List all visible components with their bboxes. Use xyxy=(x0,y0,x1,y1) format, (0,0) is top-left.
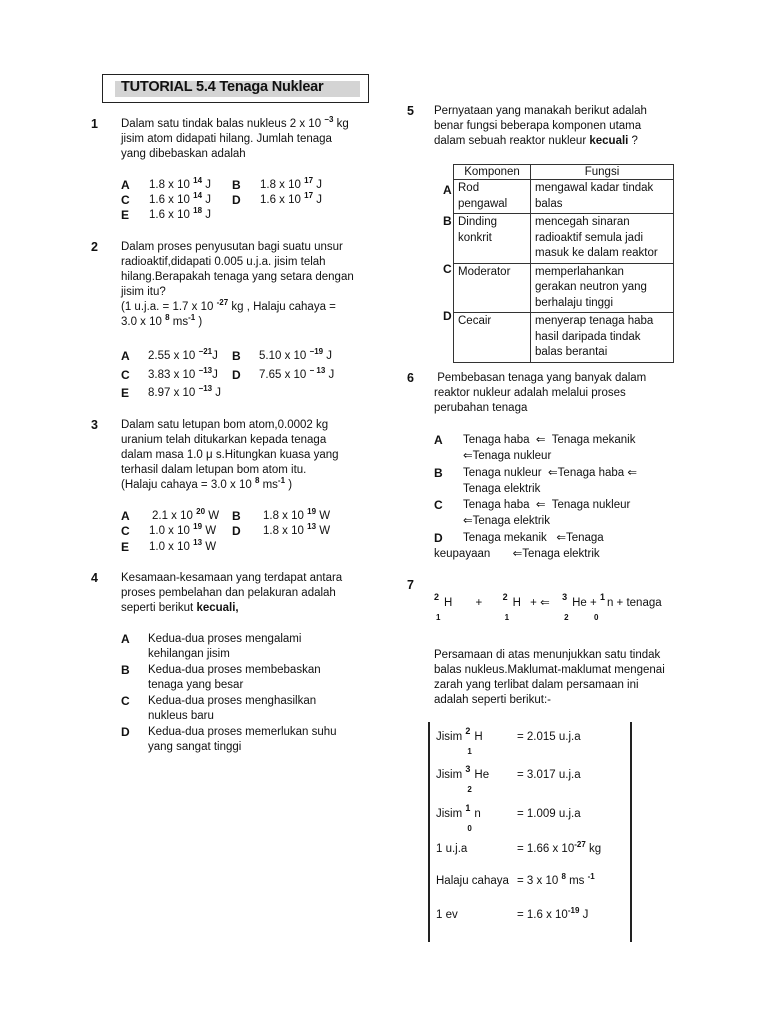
q7-text-line3: zarah yang terlibat dalam persamaan ini xyxy=(434,679,639,691)
q5-text-line2: benar fungsi beberapa komponen utama xyxy=(434,120,642,132)
data-value-jisim-n: = 1.009 u.j.a xyxy=(517,808,581,820)
q1-option-b-label[interactable]: B xyxy=(232,178,241,192)
q3-option-e-label[interactable]: E xyxy=(121,540,130,554)
q5-option-c-label[interactable]: C xyxy=(443,262,452,276)
table-row[interactable] xyxy=(454,313,674,363)
table-cell-component: Rod pengawal xyxy=(454,180,531,214)
q1-option-a-label[interactable]: A xyxy=(121,178,130,192)
q3-option-b-label[interactable]: B xyxy=(232,509,241,523)
q2-option-b[interactable]: 5.10 x 10 $^{-19}$ J xyxy=(259,347,333,362)
q2-number: 2 xyxy=(91,240,98,254)
q6-option-b-label[interactable]: B xyxy=(434,466,443,480)
table-cell-component: Dinding konkrit xyxy=(454,214,531,264)
table-cell-function: menyerap tenaga haba hasil daripada tindak balas berantai xyxy=(531,313,674,363)
q2-option-d[interactable]: 7.65 x 10 $^{- 13}$ J xyxy=(259,366,335,381)
q2-option-a[interactable]: 2.55 x 10 $^{-21}$J xyxy=(148,347,218,362)
q6-option-a-line2[interactable]: ⇐Tenaga nukleur xyxy=(463,450,552,462)
table-row[interactable] xyxy=(454,263,674,313)
data-row-jisim-he: Jisim 3 2 He xyxy=(436,764,490,794)
q1-option-e[interactable]: 1.6 x 10 $^{18}$ J xyxy=(149,206,211,221)
q4-option-d-label[interactable]: D xyxy=(121,725,130,739)
q5-option-a-label[interactable]: A xyxy=(443,183,452,197)
q7-text-line2: balas nukleus.Maklumat-maklumat mengenai xyxy=(434,664,665,676)
q3-option-a-label[interactable]: A xyxy=(121,509,130,523)
q6-option-d-line2[interactable]: keupayaan ⇐Tenaga elektrik xyxy=(434,548,600,560)
q2-option-c-label[interactable]: C xyxy=(121,368,130,382)
q1-option-d-label[interactable]: D xyxy=(232,193,241,207)
q4-option-b-label[interactable]: B xyxy=(121,663,130,677)
q3-option-c[interactable]: 1.0 x 10 $^{19}$ W xyxy=(149,522,217,537)
table-cell-component: Cecair xyxy=(454,313,531,363)
q4-number: 4 xyxy=(91,571,98,585)
q3-text-line3: dalam masa 1.0 μ s.Hitungkan kuasa yang xyxy=(121,449,339,461)
q4-option-a-line2[interactable]: kehilangan jisim xyxy=(148,648,230,660)
q1-option-e-label[interactable]: E xyxy=(121,208,130,222)
q2-given-line1: (1 u.j.a. = 1.7 x 10 $^{-27}$ kg , Halaju cahaya = xyxy=(121,298,336,313)
q6-option-c-line1[interactable]: Tenaga haba ⇐ Tenaga nukleur xyxy=(463,499,631,511)
table-cell-function: mengawal kadar tindak balas xyxy=(531,180,674,214)
data-value-jisim-he: = 3.017 u.j.a xyxy=(517,769,581,781)
data-row-c-label: Halaju cahaya xyxy=(436,875,509,887)
q7-text-line4: adalah seperti berikut:- xyxy=(434,694,551,706)
q3-option-d-label[interactable]: D xyxy=(232,524,241,538)
q3-option-e[interactable]: 1.0 x 10 $^{13}$ W xyxy=(149,538,217,553)
q1-option-c[interactable]: 1.6 x 10 $^{14}$ J xyxy=(149,191,211,206)
q4-text-line3: seperti berikut kecuali, xyxy=(121,602,239,614)
q5-text-line3: dalam sebuah reaktor nukleur kecuali ? xyxy=(434,135,638,147)
q3-text-line4: terhasil dalam letupan bom atom itu. xyxy=(121,464,307,476)
q3-option-b[interactable]: 1.8 x 10 $^{19}$ W xyxy=(263,507,331,522)
q4-option-c-line2[interactable]: nukleus baru xyxy=(148,710,214,722)
data-box-right-border xyxy=(630,722,632,942)
q5-option-b-label[interactable]: B xyxy=(443,214,452,228)
q5-components-table xyxy=(453,164,674,363)
data-value-jisim-h: = 2.015 u.j.a xyxy=(517,731,581,743)
q2-option-a-label[interactable]: A xyxy=(121,349,130,363)
data-box-left-border xyxy=(428,722,430,942)
q4-option-c-label[interactable]: C xyxy=(121,694,130,708)
q4-option-d-line2[interactable]: yang sangat tinggi xyxy=(148,741,242,753)
q1-option-b[interactable]: 1.8 x 10 $^{17}$ J xyxy=(260,176,322,191)
table-header-function: Fungsi xyxy=(531,165,674,180)
q6-option-d-line1[interactable]: Tenaga mekanik ⇐Tenaga xyxy=(463,532,604,544)
q1-number: 1 xyxy=(91,117,98,131)
data-value-ev: = 1.6 x $10^{-19}$ J xyxy=(517,906,589,921)
q2-option-e-label[interactable]: E xyxy=(121,386,130,400)
q3-text-line2: uranium telah ditukarkan kepada tenaga xyxy=(121,434,327,446)
q3-number: 3 xyxy=(91,418,98,432)
q7-text-line1: Persamaan di atas menunjukkan satu tindak xyxy=(434,649,661,661)
q6-text-line3: perubahan tenaga xyxy=(434,402,528,414)
data-row-uja-label: 1 u.j.a xyxy=(436,843,468,855)
q6-text-line1: Pembebasan tenaga yang banyak dalam xyxy=(434,372,647,384)
q6-option-b-line1[interactable]: Tenaga nukleur ⇐Tenaga haba ⇐ xyxy=(463,467,638,479)
data-value-c: = 3 x 10 $^8$ ms $^{-1}$ xyxy=(517,872,595,887)
q1-option-c-label[interactable]: C xyxy=(121,193,130,207)
q2-given-line2: 3.0 x 10 $^8$ $ms^{-1}$ ) xyxy=(121,313,203,328)
table-cell-function: memperlahankan gerakan neutron yang berhalaju tinggi xyxy=(531,263,674,313)
q4-option-a-label[interactable]: A xyxy=(121,632,130,646)
q6-option-c-line2[interactable]: ⇐Tenaga elektrik xyxy=(463,515,550,527)
q6-option-b-line2[interactable]: Tenaga elektrik xyxy=(463,483,541,495)
q2-option-d-label[interactable]: D xyxy=(232,368,241,382)
q2-text-line2: radioaktif,didapati 0.005 u.j.a. jisim telah xyxy=(121,256,326,268)
q1-text-line2: jisim atom didapati hilang. Jumlah tenaga xyxy=(121,133,332,145)
q2-option-e[interactable]: 8.97 x 10 $^{-13}$ J xyxy=(148,384,222,399)
data-value-uja: = 1.66 x $10^{-27}$ kg xyxy=(517,840,602,855)
q4-option-a-line1[interactable]: Kedua-dua proses mengalami xyxy=(148,633,302,645)
q2-text-line1: Dalam proses penyusutan bagi suatu unsur xyxy=(121,241,343,253)
page-title: TUTORIAL 5.4 Tenaga Nuklear xyxy=(121,79,324,95)
table-header-component: Komponen xyxy=(454,165,531,180)
q7-equation: 2 1 H + 2 1 H + ⇐ 3 2 He + 1 0 n + tenaga xyxy=(434,592,662,622)
q4-option-d-line1[interactable]: Kedua-dua proses memerlukan suhu xyxy=(148,726,337,738)
q2-option-b-label[interactable]: B xyxy=(232,349,241,363)
q6-number: 6 xyxy=(407,371,414,385)
q4-option-b-line2[interactable]: tenaga yang besar xyxy=(148,679,244,691)
q4-text-line1: Kesamaan-kesamaan yang terdapat antara xyxy=(121,572,343,584)
q3-text-line1: Dalam satu letupan bom atom,0.0002 kg xyxy=(121,419,329,431)
q5-option-d-label[interactable]: D xyxy=(443,309,452,323)
q3-option-c-label[interactable]: C xyxy=(121,524,130,538)
q1-text-line1: Dalam satu tindak balas nukleus 2 x 10 $^{-3}$ kg xyxy=(121,115,349,130)
table-row[interactable] xyxy=(454,214,674,264)
table-cell-component: Moderator xyxy=(454,263,531,313)
table-cell-function: mencegah sinaran radioaktif semula jadi masuk ke dalam reaktor xyxy=(531,214,674,264)
q4-option-c-line1[interactable]: Kedua-dua proses menghasilkan xyxy=(148,695,317,707)
q1-text-line3: yang dibebaskan adalah xyxy=(121,148,246,160)
q5-number: 5 xyxy=(407,104,414,118)
q1-option-d[interactable]: 1.6 x 10 $^{17}$ J xyxy=(260,191,322,206)
q3-option-d[interactable]: 1.8 x 10 $^{13}$ W xyxy=(263,522,331,537)
data-row-jisim-n: Jisim 1 0 n xyxy=(436,803,481,833)
q5-text-line1: Pernyataan yang manakah berikut adalah xyxy=(434,105,647,117)
q2-option-c[interactable]: 3.83 x 10 $^{-13}$J xyxy=(148,366,218,381)
q4-text-line2: proses pembelahan dan pelakuran adalah xyxy=(121,587,336,599)
table-header-row xyxy=(454,165,674,180)
q3-option-a[interactable]: 2.1 x 10 $^{20}$ W xyxy=(152,507,220,522)
q6-option-a-label[interactable]: A xyxy=(434,433,443,447)
q6-option-a-line1[interactable]: Tenaga haba ⇐ Tenaga mekanik xyxy=(463,434,636,446)
q3-given: (Halaju cahaya = 3.0 x 10 $^8$ $ms^{-1}$ ) xyxy=(121,476,293,491)
data-row-ev-label: 1 ev xyxy=(436,909,458,921)
q7-number: 7 xyxy=(407,578,414,592)
q2-text-line3: hilang.Berapakah tenaga yang setara dengan xyxy=(121,271,354,283)
q6-option-d-label[interactable]: D xyxy=(434,531,443,545)
q4-option-b-line1[interactable]: Kedua-dua proses membebaskan xyxy=(148,664,321,676)
q1-option-a[interactable]: 1.8 x 10 $^{14}$ J xyxy=(149,176,211,191)
q6-option-c-label[interactable]: C xyxy=(434,498,443,512)
q2-text-line4: jisim itu? xyxy=(121,286,166,298)
table-row[interactable] xyxy=(454,180,674,214)
q6-text-line2: reaktor nukleur adalah melalui proses xyxy=(434,387,626,399)
title-box xyxy=(102,74,369,103)
data-row-jisim-h: Jisim 2 1 H xyxy=(436,726,483,756)
